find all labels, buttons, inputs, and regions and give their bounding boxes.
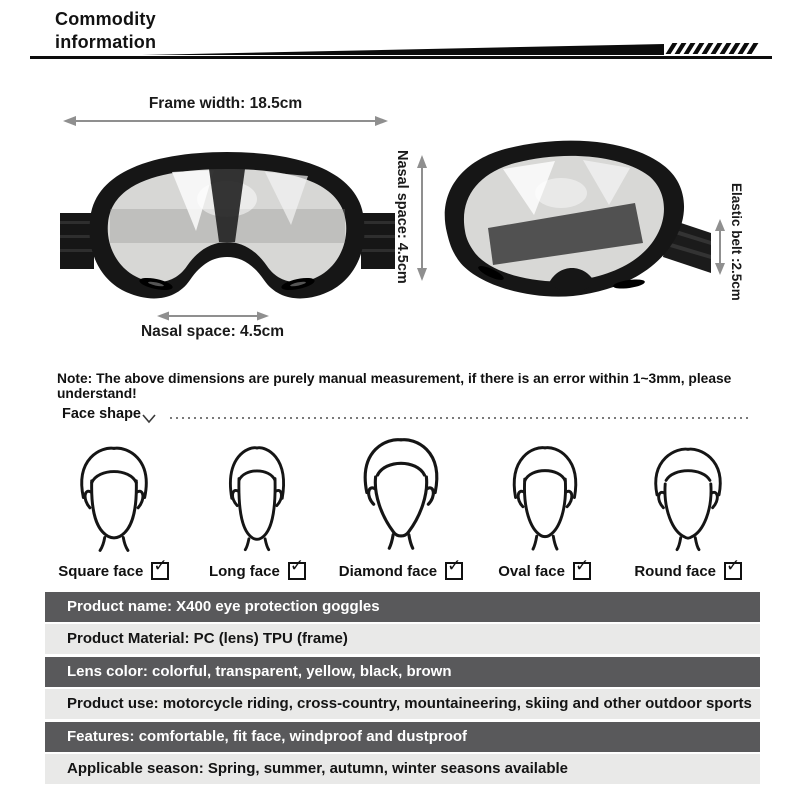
oval-face-sketch (473, 440, 617, 556)
header-slash-decor (669, 43, 755, 54)
header-wedge-bar (142, 44, 664, 55)
page-title-line2: information (55, 32, 157, 52)
nasal-space-bottom-arrow (157, 310, 269, 322)
chevron-down-icon (141, 414, 157, 424)
face-option-oval (473, 558, 617, 584)
goggles-angled-view-image (433, 133, 711, 311)
dotted-divider (170, 417, 748, 419)
face-option-square (42, 558, 186, 584)
page-title-line1: Commodity (55, 9, 156, 29)
header-divider-line (30, 56, 772, 59)
round-face-label: Round face (634, 562, 717, 580)
face-option-diamond (329, 558, 473, 584)
round-face-checkbox[interactable] (724, 556, 742, 580)
square-face-label: Square face (58, 562, 144, 580)
long-face-checkbox[interactable] (288, 556, 306, 580)
face-labels-row (42, 558, 760, 584)
check-icon: ✓ (289, 556, 305, 575)
elastic-belt-arrow (713, 219, 727, 275)
nasal-space-vertical-label: Nasal space: 4.5cm (394, 150, 410, 284)
measurement-note: Note: The above dimensions are purely manual measurement, if there is an error within 1~3mm, please understand! (57, 371, 732, 401)
goggles-front-view-image (60, 143, 395, 321)
spec-row-lens-color: Lens color: colorful, transparent, yellow, black, brown (45, 657, 760, 687)
face-shape-heading: Face shape (62, 406, 141, 422)
diamond-face-checkbox[interactable] (445, 556, 463, 580)
oval-face-label: Oval face (498, 562, 565, 580)
nasal-space-bottom-label: Nasal space: 4.5cm (140, 323, 285, 340)
spec-row-product-name: Product name: X400 eye protection goggles (45, 592, 760, 622)
diamond-face-label: Diamond face (338, 562, 438, 580)
face-sketches-row (42, 436, 760, 556)
spec-row-product-use: Product use: motorcycle riding, cross-country, mountaineering, skiing and other outdoor sports (45, 689, 760, 719)
long-face-sketch (186, 438, 330, 556)
square-face-checkbox[interactable] (151, 556, 169, 580)
check-icon: ✓ (574, 556, 590, 575)
spec-row-features: Features: comfortable, fit face, windproof and dustproof (45, 722, 760, 752)
diamond-face-sketch (329, 434, 473, 556)
product-spec-table (45, 592, 760, 786)
long-face-label: Long face (208, 562, 280, 580)
frame-width-arrow (63, 114, 388, 128)
frame-width-label: Frame width: 18.5cm (148, 95, 303, 112)
spec-row-season: Applicable season: Spring, summer, autumn, winter seasons available (45, 754, 760, 784)
nasal-space-vertical-arrow (415, 155, 429, 281)
face-option-long (186, 558, 330, 584)
elastic-belt-label: Elastic belt :2.5cm (729, 183, 744, 301)
page-title (55, 8, 156, 54)
oval-face-checkbox[interactable] (573, 556, 591, 580)
spec-row-material: Product Material: PC (lens) TPU (frame) (45, 624, 760, 654)
check-icon: ✓ (447, 556, 462, 575)
face-option-round (616, 558, 760, 584)
check-icon: ✓ (726, 556, 741, 575)
check-icon: ✓ (153, 556, 168, 575)
square-face-sketch (42, 440, 186, 556)
round-face-sketch (616, 442, 760, 556)
